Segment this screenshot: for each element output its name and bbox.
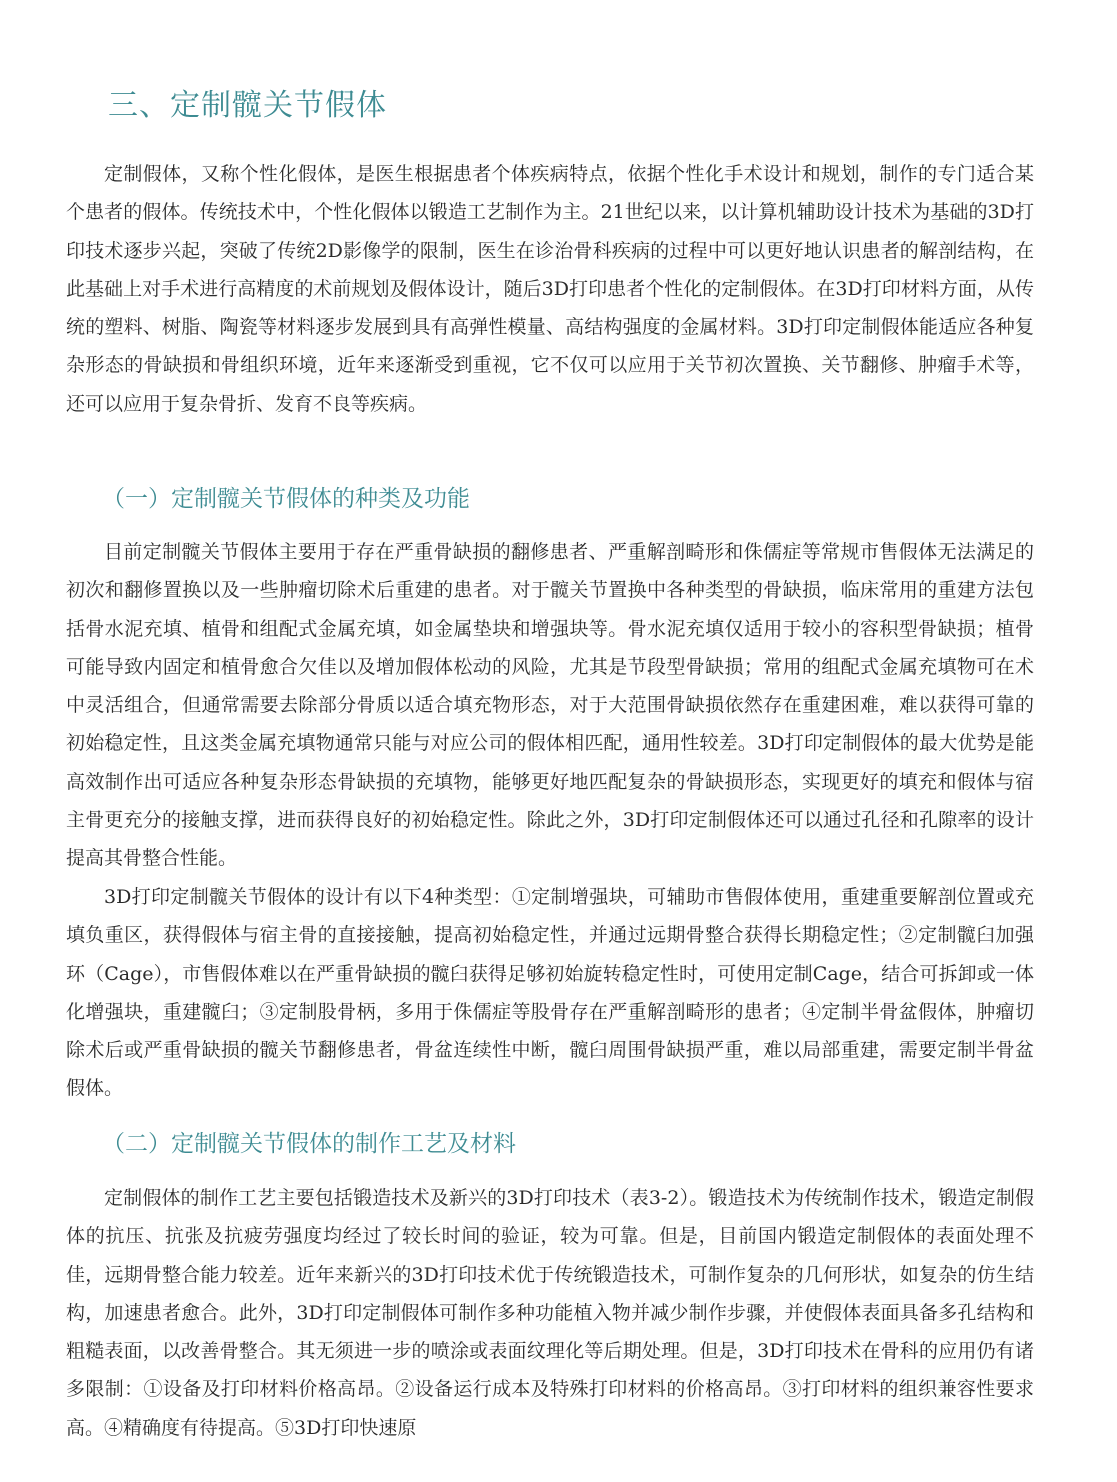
section-title: 三、定制髋关节假体 [108, 88, 387, 123]
subsection-1-paragraph-2: 3D打印定制髋关节假体的设计有以下4种类型：①定制增强块，可辅助市售假体使用，重建重要解剖位置或充填负重区，获得假体与宿主骨的直接接触，提高初始稳定性，并通过远期骨整合获得长期稳定性；②定制髋臼加强环（Cage），市售假体难以在严重骨缺损的髋臼获得足够初始旋转稳定性时，可使用定制Cage，结合可拆卸或一体化增强块，重建髋臼；③定制股骨柄，多用于侏儒症等股骨存在严重解剖畸形的患者；④定制半骨盆假体，肿瘤切除术后或严重骨缺损的髋关节翻修患者，骨盆连续性中断，髋臼周围骨缺损严重，难以局部重建，需要定制半骨盆假体。 [66, 886, 1034, 1100]
subsection-2-paragraph-1: 定制假体的制作工艺主要包括锻造技术及新兴的3D打印技术（表3-2）。锻造技术为传统制作技术，锻造定制假体的抗压、抗张及抗疲劳强度均经过了较长时间的验证，较为可靠。但是，目前国内锻造定制假体的表面处理不佳，远期骨整合能力较差。近年来新兴的3D打印技术优于传统锻造技术，可制作复杂的几何形状，如复杂的仿生结构，加速患者愈合。此外，3D打印定制假体可制作多种功能植入物并减少制作步骤，并使假体表面具备多孔结构和粗糙表面，以改善骨整合。其无须进一步的喷涂或表面纹理化等后期处理。但是，3D打印技术在骨科的应用仍有诸多限制：①设备及打印材料价格高昂。②设备运行成本及特殊打印材料的价格高昂。③打印材料的组织兼容性要求高。④精确度有待提高。⑤3D打印快速原 [66, 1187, 1034, 1439]
subsection-1-paragraph-1: 目前定制髋关节假体主要用于存在严重骨缺损的翻修患者、严重解剖畸形和侏儒症等常规市售假体无法满足的初次和翻修置换以及一些肿瘤切除术后重建的患者。对于髋关节置换中各种类型的骨缺损，临床常用的重建方法包括骨水泥充填、植骨和组配式金属充填，如金属垫块和增强块等。骨水泥充填仅适用于较小的容积型骨缺损；植骨可能导致内固定和植骨愈合欠佳以及增加假体松动的风险，尤其是节段型骨缺损；常用的组配式金属充填物可在术中灵活组合，但通常需要去除部分骨质以适合填充物形态，对于大范围骨缺损依然存在重建困难，难以获得可靠的初始稳定性，且这类金属充填物通常只能与对应公司的假体相匹配，通用性较差。3D打印定制假体的最大优势是能高效制作出可适应各种复杂形态骨缺损的充填物，能够更好地匹配复杂的骨缺损形态，实现更好的填充和假体与宿主骨更充分的接触支撑，进而获得良好的初始稳定性。除此之外，3D打印定制假体还可以通过孔径和孔隙率的设计提高其骨整合性能。 [66, 541, 1034, 870]
subsection-2-title: （二）定制髋关节假体的制作工艺及材料 [102, 1131, 516, 1157]
intro-paragraph: 定制假体，又称个性化假体，是医生根据患者个体疾病特点，依据个性化手术设计和规划，制作的专门适合某个患者的假体。传统技术中，个性化假体以锻造工艺制作为主。21世纪以来，以计算机辅助设计技术为基础的3D打印技术逐步兴起，突破了传统2D影像学的限制，医生在诊治骨科疾病的过程中可以更好地认识患者的解剖结构，在此基础上对手术进行高精度的术前规划及假体设计，随后3D打印患者个性化的定制假体。在3D打印材料方面，从传统的塑料、树脂、陶瓷等材料逐步发展到具有高弹性模量、高结构强度的金属材料。3D打印定制假体能适应各种复杂形态的骨缺损和骨组织环境，近年来逐渐受到重视，它不仅可以应用于关节初次置换、关节翻修、肿瘤手术等，还可以应用于复杂骨折、发育不良等疾病。 [66, 163, 1034, 415]
subsection-1-title: （一）定制髋关节假体的种类及功能 [102, 486, 470, 512]
